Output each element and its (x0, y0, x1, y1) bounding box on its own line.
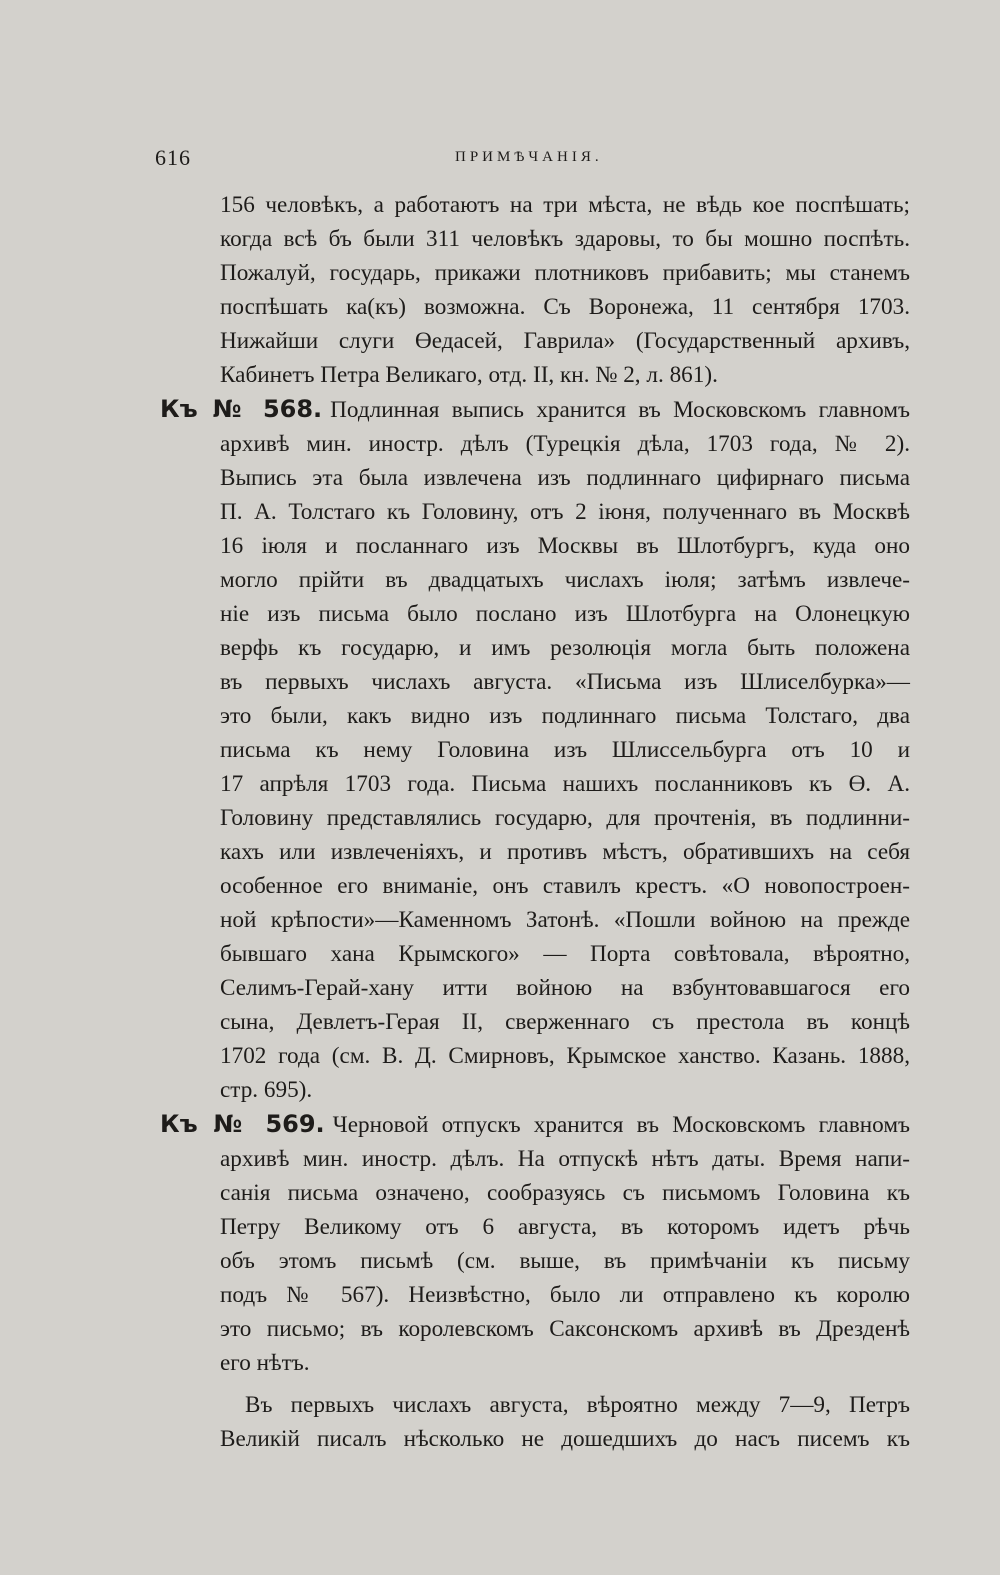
text-line: Петру Великому отъ 6 августа, въ которомъ идетъ рѣчь (220, 1214, 910, 1240)
note-heading: Къ № 568. (160, 395, 323, 423)
text-line: это были, какъ видно изъ подлиннаго письма Толстаго, два (220, 703, 910, 729)
text-line: письма къ нему Головина изъ Шлиссельбурга отъ 10 и (220, 737, 910, 763)
page-header (155, 145, 915, 175)
text-line: сына, Девлетъ-Герая II, сверженнаго съ престола въ концѣ (220, 1009, 910, 1035)
text-line: его нѣтъ. (220, 1350, 310, 1376)
final-paragraph (160, 1388, 910, 1456)
text-line: Великій писалъ нѣсколько не дошедшихъ до насъ писемъ къ (220, 1426, 910, 1452)
text-line: особенное его вниманіе, онъ ставилъ крестъ. «О новопостроен- (220, 873, 910, 899)
continuation-paragraph (160, 188, 910, 392)
text-line: Къ № 568. Подлинная выпись хранится въ Московскомъ главномъ (160, 395, 910, 423)
text-line: Головину представлялись государю, для прочтенія, въ подлинни- (220, 805, 910, 831)
text-line: 17 апрѣля 1703 года. Письма нашихъ посланниковъ къ Ө. А. (220, 771, 910, 797)
text-line: Селимъ-Герай-хану итти войною на взбунтовавшагося его (220, 975, 910, 1001)
text-line: Въ первыхъ числахъ августа, вѣроятно между 7—9, Петръ (245, 1392, 910, 1418)
note-569 (160, 1107, 910, 1380)
text-line: это письмо; въ королевскомъ Саксонскомъ архивѣ въ Дрезденѣ (220, 1316, 910, 1342)
text-line: верфь къ государю, и имъ резолюція могла быть положена (220, 635, 910, 661)
text-line: архивѣ мин. иностр. дѣлъ (Турецкія дѣла, 1703 года, № 2). (220, 431, 910, 457)
text-line: Пожалуй, государь, прикажи плотниковъ прибавить; мы станемъ (220, 260, 910, 286)
running-title: ПРИМѢЧАНІЯ. (455, 149, 603, 165)
text-line: ной крѣпости»—Каменномъ Затонѣ. «Пошли войною на прежде (220, 907, 910, 933)
page-number: 616 (155, 145, 191, 170)
text-line: П. А. Толстаго къ Головину, отъ 2 іюня, полученнаго въ Москвѣ (220, 499, 910, 525)
text-line: 1702 года (см. В. Д. Смирновъ, Крымское ханство. Казань. 1888, (220, 1043, 910, 1069)
note-568 (160, 392, 910, 1107)
text-line: Къ № 569. Черновой отпускъ хранится въ Московскомъ главномъ (160, 1110, 910, 1138)
text-line: кахъ или извлеченіяхъ, и противъ мѣстъ, обратившихъ на себя (220, 839, 910, 865)
text-line: могло прійти въ двадцатыхъ числахъ іюля; затѣмъ извлече- (220, 567, 910, 593)
note-heading: Къ № 569. (160, 1110, 325, 1138)
page-body (160, 188, 910, 1456)
text-line: въ первыхъ числахъ августа. «Письма изъ Шлиселбурка»— (220, 669, 910, 695)
text-line: поспѣшать ка(къ) возможна. Съ Воронежа, 11 сентября 1703. (220, 294, 910, 320)
text-line: 16 іюля и посланнаго изъ Москвы въ Шлотбургъ, куда оно (220, 533, 910, 559)
text-line: Кабинетъ Петра Великаго, отд. II, кн. № 2, л. 861). (220, 362, 718, 388)
text-line: 156 человѣкъ, а работаютъ на три мѣста, не вѣдь кое поспѣшать; (220, 192, 910, 218)
text-line: санія письма означено, сообразуясь съ письмомъ Головина къ (220, 1180, 910, 1206)
text-line: ніе изъ письма было послано изъ Шлотбурга на Олонецкую (220, 601, 910, 627)
text-line: бывшаго хана Крымского» — Порта совѣтовала, вѣроятно, (220, 941, 910, 967)
text-line: архивѣ мин. иностр. дѣлъ. На отпускѣ нѣтъ даты. Время напи- (220, 1146, 910, 1172)
text-line: подъ № 567). Неизвѣстно, было ли отправлено къ королю (220, 1282, 910, 1308)
text-line: когда всѣ бъ были 311 человѣкъ здаровы, то бы мошно поспѣть. (220, 226, 910, 252)
text-line: объ этомъ письмѣ (см. выше, въ примѣчаніи къ письму (220, 1248, 910, 1274)
text-line: стр. 695). (220, 1077, 313, 1103)
text-line: Выпись эта была извлечена изъ подлиннаго цифирнаго письма (220, 465, 910, 491)
text-line: Нижайши слуги Өедасей, Гаврила» (Государственный архивъ, (220, 328, 910, 354)
